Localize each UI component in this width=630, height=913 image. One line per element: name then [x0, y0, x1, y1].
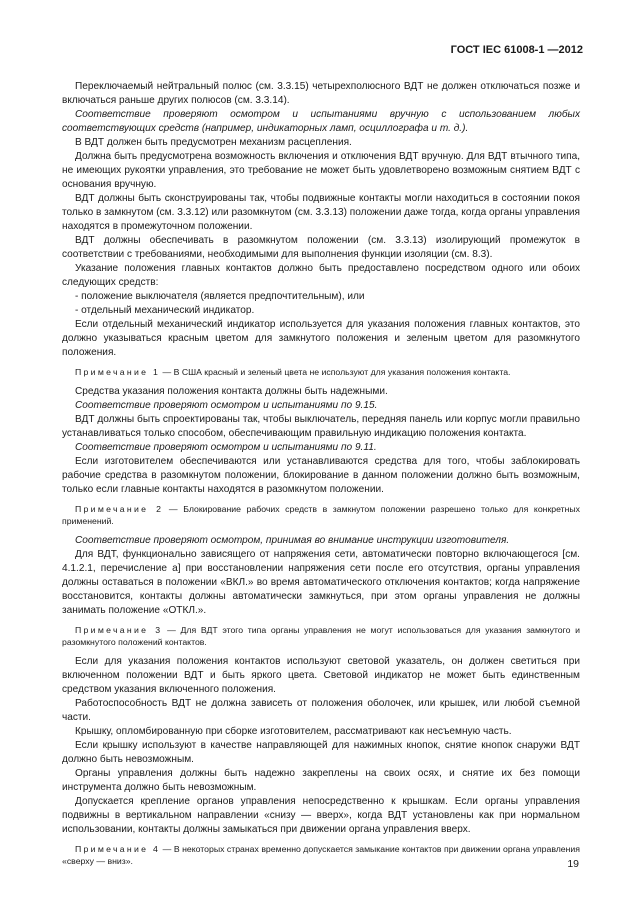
note-3 — [62, 624, 580, 649]
note-2 — [62, 503, 580, 528]
list-item: - положение выключателя (является предпочтительным), или — [75, 291, 365, 302]
paragraph: ВДТ должны быть сконструированы так, чтобы подвижные контакты могли находиться в состоянии покоя только в замкнутом (см. 3.3.12) или разомкнутом (см. 3.3.13) положении даже тогда, когда органы управления находятся в промежуточном положении. — [62, 193, 580, 232]
paragraph: ВДТ должны быть спроектированы так, чтобы выключатель, передняя панель или корпус могли правильно устанавливаться только способом, обеспечивающим правильную индикацию положения контакта. — [62, 413, 580, 439]
compliance-paragraph: Соответствие проверяют осмотром и испытаниями по 9.11. — [75, 441, 377, 453]
note-label: Примечание 4 — [75, 843, 161, 854]
note-text: — Блокирование рабочих средств в замкнутом положении разрешено только для конкретных применений. — [62, 503, 580, 526]
note-1 — [62, 366, 580, 379]
paragraph: Крышку, опломбированную при сборке изготовителем, рассматривают как несъемную часть. — [75, 725, 512, 737]
paragraph: Если отдельный механический индикатор используется для указания положения главных контактов, это должно указываться красным цветом для замкнутого положения и зеленым цветом для разомкнутого положения. — [62, 319, 580, 358]
paragraph: Если крышку используют в качестве направляющей для нажимных кнопок, снятие кнопок снаружи ВДТ должно быть невозможным. — [62, 739, 580, 765]
note-label: Примечание 2 — [75, 503, 164, 514]
page-body — [62, 80, 580, 874]
compliance-paragraph: Соответствие проверяют осмотром и испытаниями вручную с использованием любых соответствующих средств (например, индикаторных ламп, осциллографа и т. д.). — [62, 109, 580, 134]
document-header: ГОСТ IEC 61008-1 —2012 — [450, 44, 583, 56]
paragraph: Указание положения главных контактов должно быть предоставлено посредством одного или обоих следующих средств: — [62, 263, 580, 288]
paragraph: Если изготовителем обеспечиваются или устанавливаются средства для того, чтобы заблокировать рабочие средства в разомкнутом положении, блокирование в данном положении должно быть возможным, только если главные контакты находятся в разомкнутом положении. — [62, 455, 580, 495]
paragraph: В ВДТ должен быть предусмотрен механизм расцепления. — [75, 137, 352, 148]
note-text: — В США красный и зеленый цвета не используют для указания положения контакта. — [160, 367, 511, 377]
paragraph: Если для указания положения контактов используют световой указатель, он должен светиться при включенном положении ВДТ и быть яркого цвета. Световой индикатор не может быть единственным средством указания включенного положения. — [62, 655, 580, 695]
note-label: Примечание 1 — [75, 367, 161, 377]
paragraph: Допускается крепление органов управления непосредственно к крышкам. Если органы управления подвижны в вертикальном направлении «снизу — вверх», когда ВДТ установлены как при нормальном использовании, контакты должны замыкаться при движении органа управления вверх. — [62, 795, 580, 835]
note-text: — В некоторых странах временно допускается замыкание контактов при движении органа управления «сверху — вниз». — [62, 843, 580, 866]
paragraph: ВДТ должны обеспечивать в разомкнутом положении (см. 3.3.13) изолирующий промежуток в соответствии с требованиями, необходимыми для выполнения функции изоляции (см. 8.3). — [62, 235, 580, 260]
note-text: — Для ВДТ этого типа органы управления не могут использоваться для указания замкнутого и разомкнутого положений контактов. — [62, 624, 580, 647]
paragraph: Органы управления должны быть надежно закреплены на своих осях, и снятие их без помощи инструмента должно быть невозможным. — [62, 767, 580, 793]
paragraph: Средства указания положения контакта должны быть надежными. — [75, 385, 388, 397]
paragraph: Переключаемый нейтральный полюс (см. 3.3.15) четырехполюсного ВДТ не должен отключаться позже и включаться раньше других полюсов (см. 3.3.14). — [62, 81, 580, 106]
list-item: - отдельный механический индикатор. — [75, 305, 255, 316]
compliance-paragraph: Соответствие проверяют осмотром и испытаниями по 9.15. — [75, 399, 378, 411]
page-number: 19 — [567, 858, 579, 870]
note-4 — [62, 843, 580, 868]
compliance-paragraph: Соответствие проверяют осмотром, принимая во внимание инструкции изготовителя. — [75, 534, 510, 546]
note-label: Примечание 3 — [75, 624, 163, 635]
paragraph: Для ВДТ, функционально зависящего от напряжения сети, автоматически повторно включающегося [см. 4.1.2.1, перечисление а] при восстановлении напряжения сети после его отсутствия, органы управления должны оставаться в положении «ВКЛ.» во время автоматического отключения контактов; когда напряжение восстановится, контакты должны автоматически замкнуться, при этом органы управления не должны занимать положение «ОТКЛ.». — [62, 548, 580, 616]
paragraph: Работоспособность ВДТ не должна зависеть от положения оболочек, или крышек, или любой съемной части. — [62, 697, 580, 723]
paragraph: Должна быть предусмотрена возможность включения и отключения ВДТ вручную. Для ВДТ втычного типа, не имеющих рукоятки управления, это требование не может быть удовлетворено возможным снятием ВДТ с основания вручную. — [62, 151, 580, 190]
